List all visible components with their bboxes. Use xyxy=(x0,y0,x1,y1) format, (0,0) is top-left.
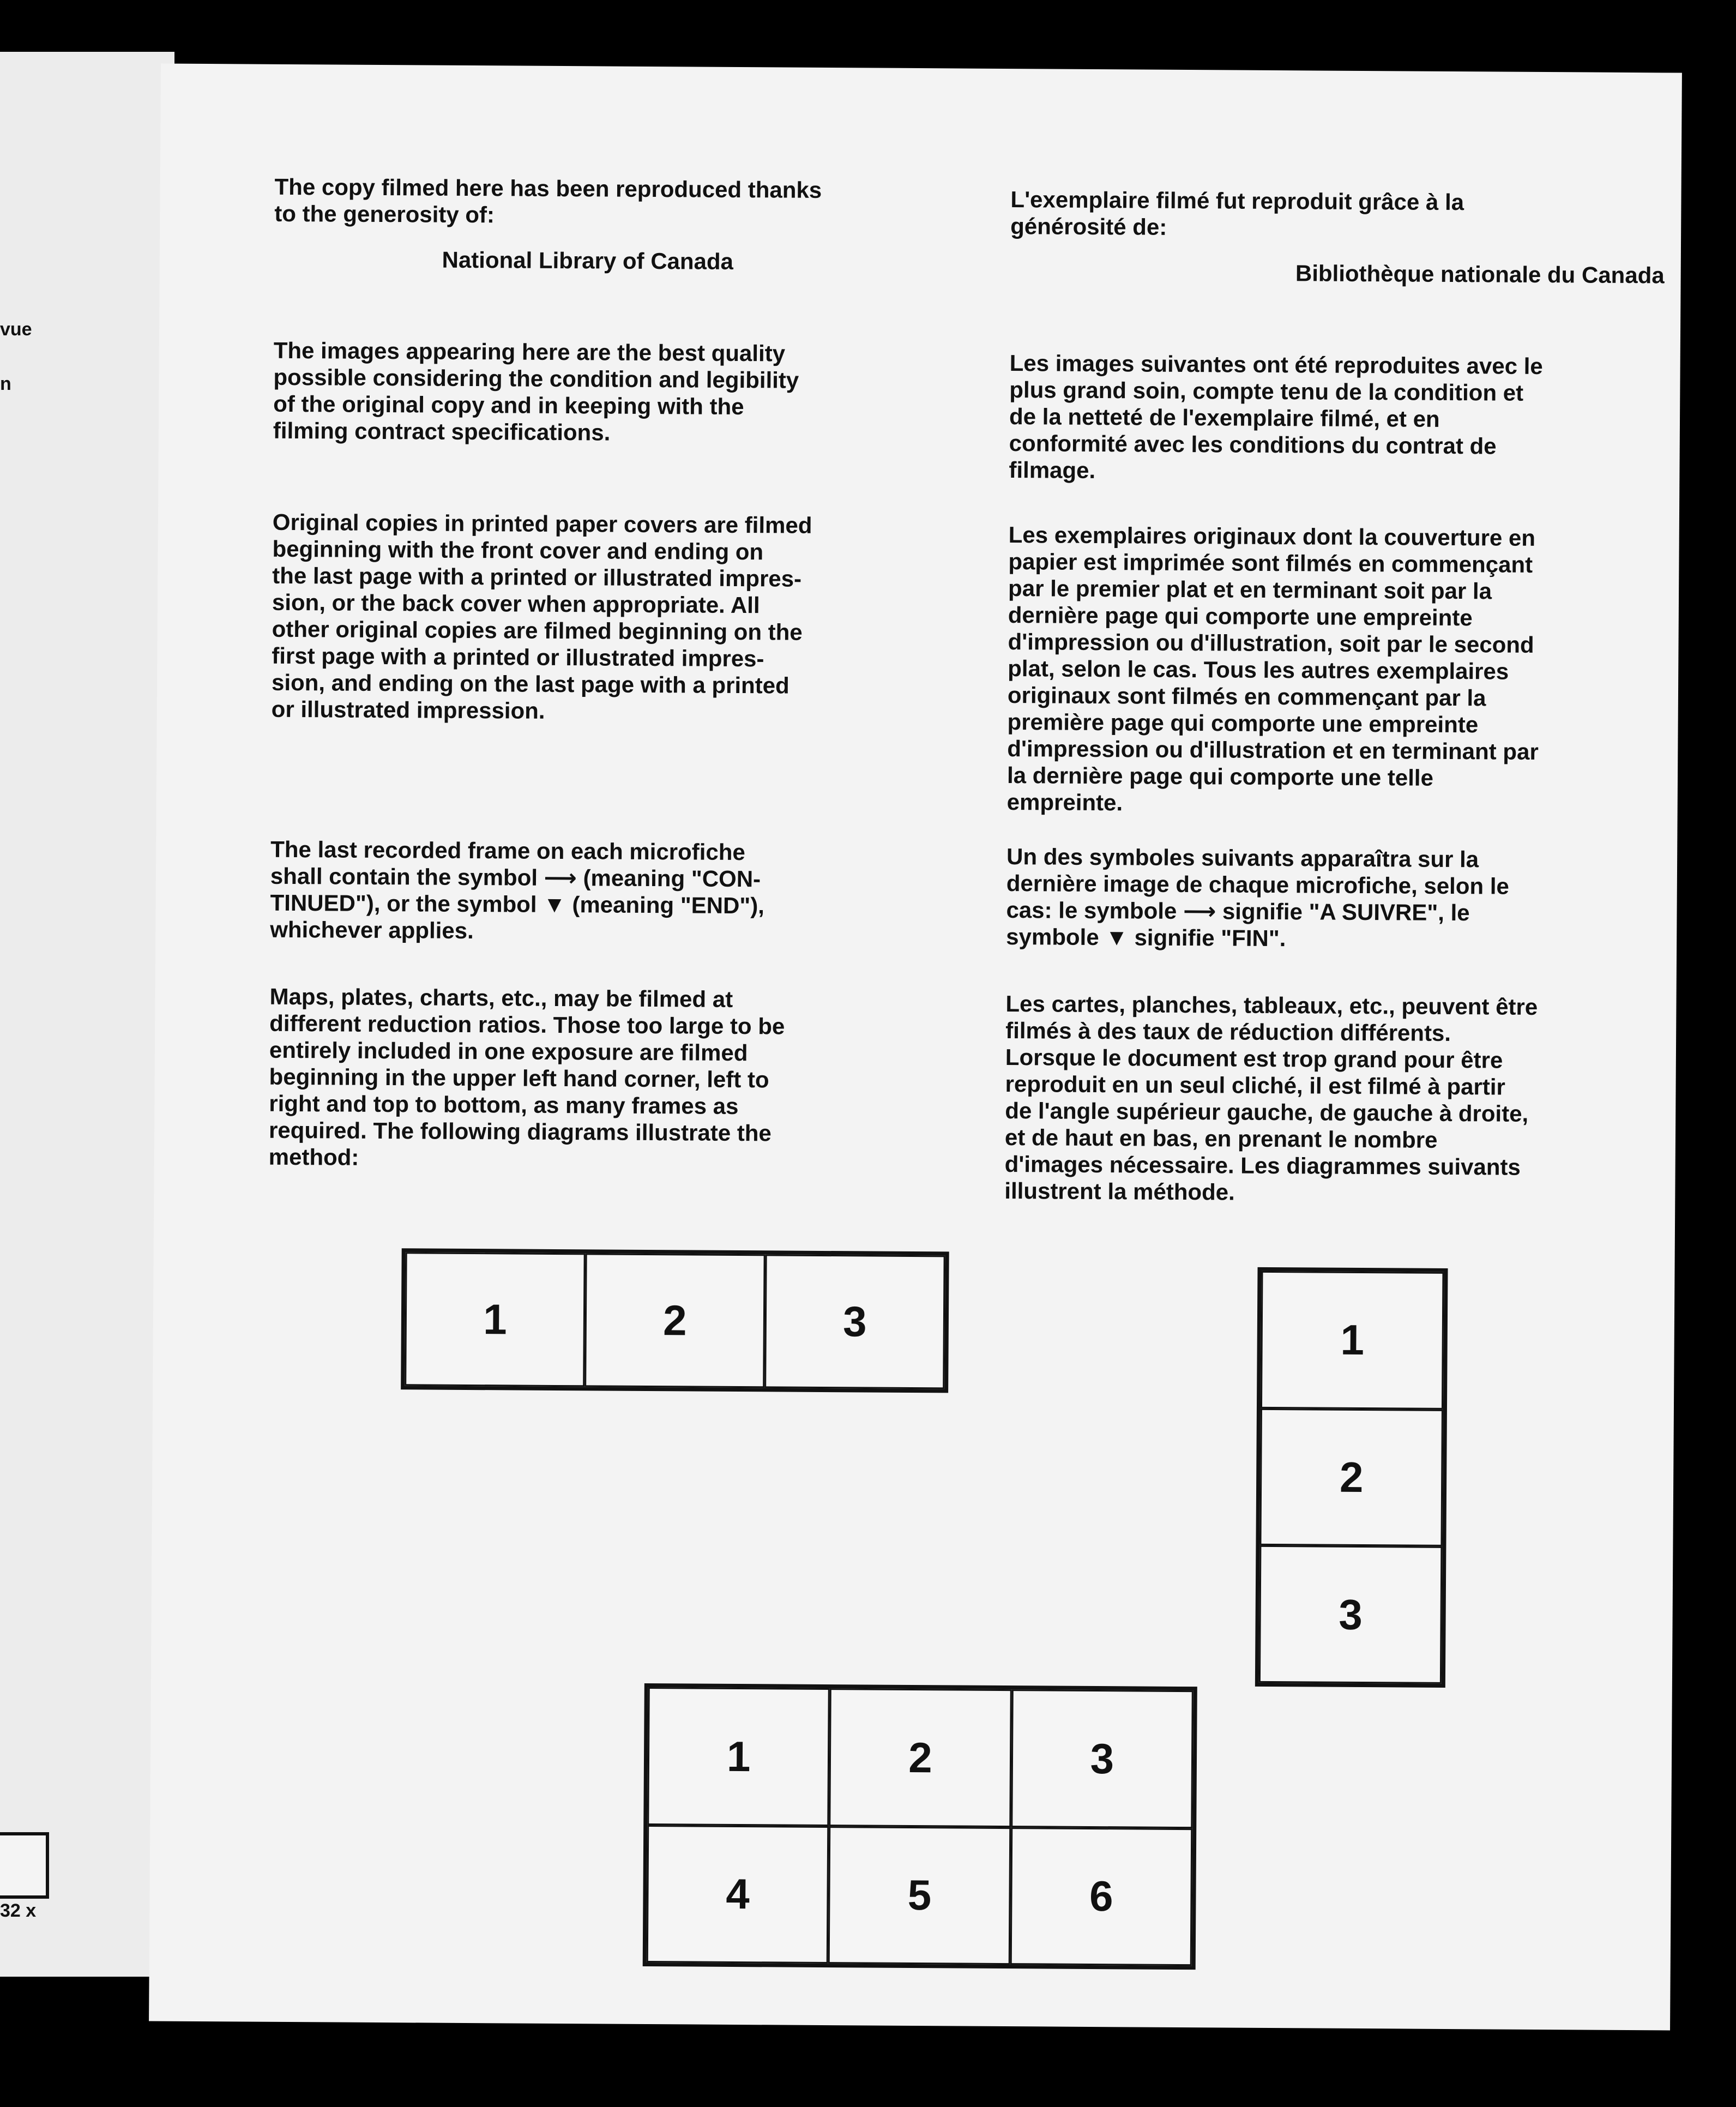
french-paragraph-text: Les exemplaires originaux dont la couverture en papier est imprimée sont filmés en commençant par le premier plat et en terminant soit par la dernière page qui comporte une empreinte d'impression ou d'illustration, soit par le second plat, selon le cas. Tous les autres exemplaires originaux sont filmés en commençant par la première page qui comporte une empreinte d'impression ou d'illustration et en terminant par la dernière page qui comporte une telle empreinte. xyxy=(1006,522,1539,816)
frame-cell: 1 xyxy=(405,1252,585,1387)
english-paragraph-symbols xyxy=(270,836,897,947)
diagram-grid-frames xyxy=(643,1683,1197,1970)
frame-cell: 2 xyxy=(584,1253,765,1388)
frame-cell: 2 xyxy=(1259,1408,1443,1547)
frame-cell: 1 xyxy=(1261,1271,1444,1410)
frame-cell: 3 xyxy=(1011,1689,1194,1828)
english-paragraph-text: Maps, plates, charts, etc., may be filmed at different reduction ratios. Those too large to be entirely included in one exposure are filmed beginning in the upper left hand corner, left to right and top to bottom, as many frames as required. The following diagrams illustrate the method: xyxy=(268,983,785,1170)
frame-cell: 3 xyxy=(1259,1545,1443,1684)
frame-cell: 3 xyxy=(764,1254,945,1389)
adjacent-page-text: n xyxy=(0,374,11,394)
english-paragraph-text: Original copies in printed paper covers are filmed beginning with the front cover and ending on the last page with a printed or illustrated impres- sion, or the back cover when appropriate. All other original copies are filmed beginning on the first page with a printed or illustrated impres- sion, and ending on the last page with a printed or illustrated impression. xyxy=(271,509,812,724)
french-paragraph-originals xyxy=(1007,521,1663,819)
frame-cell: 2 xyxy=(829,1688,1012,1827)
french-intro: L'exemplaire filmé fut reproduit grâce à la générosité de: xyxy=(1010,186,1464,240)
english-paragraph-text: The images appearing here are the best quality possible considering the condition and legibility of the original copy and in keeping with the filming contract specifications. xyxy=(273,337,799,446)
diagram-horizontal-frames xyxy=(401,1248,949,1393)
document-page xyxy=(149,64,1682,2031)
english-intro: The copy filmed here has been reproduced thanks to the generosity of: xyxy=(274,173,822,228)
frame-cell: 5 xyxy=(828,1826,1011,1965)
adjacent-page-fragment xyxy=(0,52,174,1977)
french-institution: Bibliothèque nationale du Canada xyxy=(1295,260,1665,288)
french-paragraph-maps xyxy=(1004,990,1660,1208)
english-institution: National Library of Canada xyxy=(442,246,734,274)
adjacent-page-reduction-label: 32 x xyxy=(0,1900,37,1921)
english-paragraph-originals xyxy=(272,509,900,726)
english-paragraph-quality xyxy=(273,337,901,448)
english-paragraph-text: The last recorded frame on each microfiche shall contain the symbol ⟶ (meaning "CON- TINUED"), or the symbol ▼ (meaning "END"), whichever applies. xyxy=(270,836,765,944)
french-paragraph-quality xyxy=(1009,350,1663,487)
french-paragraph-text: Les cartes, planches, tableaux, etc., peuvent être filmés à des taux de réduction différents. Lorsque le document est trop grand pour être reproduit en un seul cliché, il est filmé à partir de l'angle supérieur gauche, de gauche à droite, et de haut en bas, en prenant le nombre d'images nécessaire. Les diagrammes suivants illustrent la méthode. xyxy=(1004,991,1538,1205)
adjacent-page-box xyxy=(0,1832,49,1899)
french-intro-block xyxy=(1010,186,1665,288)
adjacent-page-text: vue xyxy=(0,319,32,340)
french-paragraph-symbols xyxy=(1006,843,1661,954)
english-paragraph-maps xyxy=(269,983,897,1174)
diagram-vertical-frames xyxy=(1255,1267,1448,1688)
frame-cell: 4 xyxy=(647,1825,829,1964)
french-paragraph-text: Un des symboles suivants apparaîtra sur la dernière image de chaque microfiche, selon le cas: le symbole ⟶ signifie "A SUIVRE", le symbole ▼ signifie "FIN". xyxy=(1006,844,1509,952)
frame-cell: 1 xyxy=(647,1687,830,1826)
frame-cell: 6 xyxy=(1010,1827,1192,1966)
english-intro-block xyxy=(274,173,902,276)
french-paragraph-text: Les images suivantes ont été reproduites avec le plus grand soin, compte tenu de la condition et de la netteté de l'exemplaire filmé, et en conformité avec les conditions du contrat de filmage. xyxy=(1009,350,1543,483)
